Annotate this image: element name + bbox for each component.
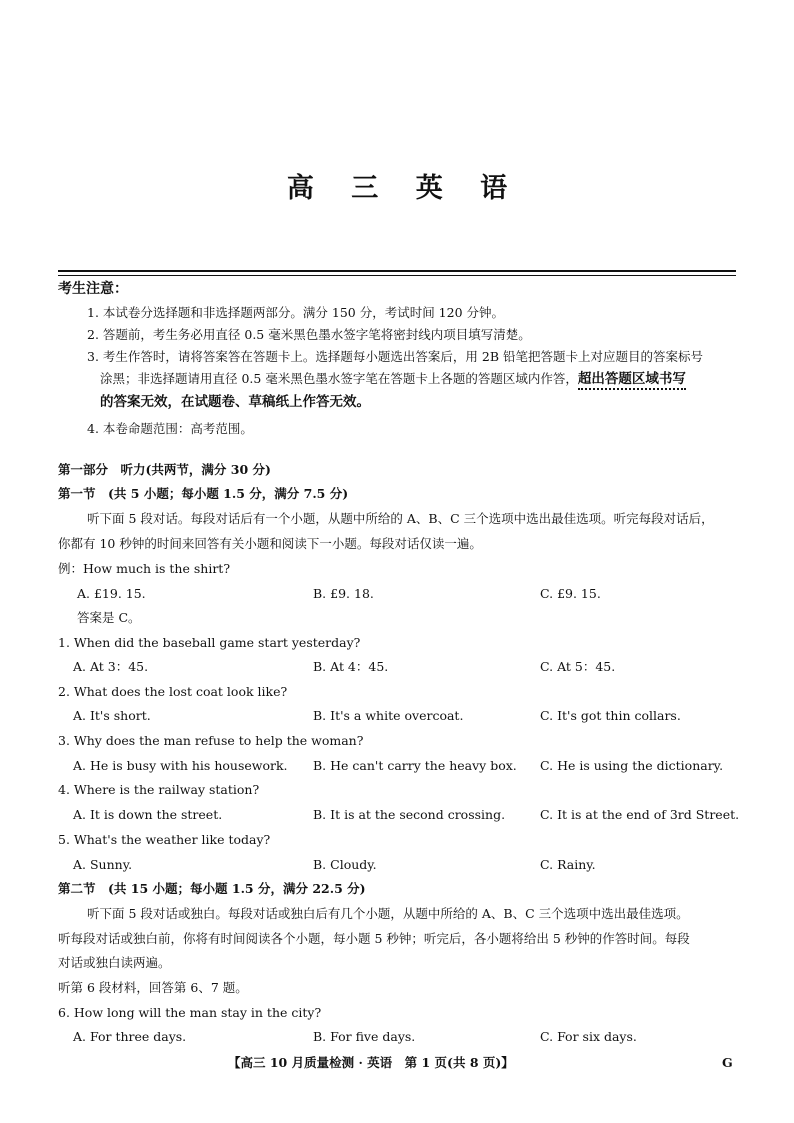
q1-option-a: A. At 3：45.: [73, 659, 149, 674]
q5-option-c: C. Rainy.: [540, 857, 596, 872]
notice-item-3: 3. 考生作答时，请将答案答在答题卡上。选择题每小题选出答案后，用 2B 铅笔把答题卡上对应题目的答案标号: [87, 349, 703, 364]
notice-item-4: 4. 本卷命题范围：高考范围。: [87, 421, 253, 436]
section2-heading: 第二节 (共 15 小题；每小题 1.5 分，满分 22.5 分): [58, 881, 366, 896]
notice-heading: 考生注意：: [58, 281, 128, 297]
q3-option-b: B. He can't carry the heavy box.: [313, 758, 517, 773]
notice-item-2: 2. 答题前，考生务必用直径 0.5 毫米黑色墨水签字笔将密封线内项目填写清楚。: [87, 327, 531, 342]
q2-option-b: B. It's a white overcoat.: [313, 708, 464, 723]
section1-instruction-line1: 听下面 5 段对话。每段对话后有一个小题，从题中所给的 A、B、C 三个选项中选出最佳选项。听完每段对话后，: [87, 511, 714, 526]
example-option-a: A. £19. 15.: [77, 586, 146, 601]
example-answer: 答案是 C。: [77, 610, 141, 625]
notice-item-3-line3: 的答案无效，在试题卷、草稿纸上作答无效。: [100, 394, 370, 410]
q1-option-c: C. At 5：45.: [540, 659, 616, 674]
q5-option-a: A. Sunny.: [73, 857, 133, 872]
section1-instruction-line2: 你都有 10 秒钟的时间来回答有关小题和阅读下一小题。每段对话仅读一遍。: [58, 536, 482, 551]
question-6: 6. How long will the man stay in the city?: [58, 1005, 322, 1020]
section1-heading: 第一节 (共 5 小题；每小题 1.5 分，满分 7.5 分): [58, 486, 349, 501]
page-footer: 【高三 10 月质量检测 · 英语 第 1 页(共 8 页)】: [228, 1055, 514, 1070]
example-option-b: B. £9. 18.: [313, 586, 374, 601]
section2-instruction-line3: 对话或独白读两遍。: [58, 955, 171, 970]
header-rule-thick: [58, 270, 736, 272]
example-option-c: C. £9. 15.: [540, 586, 601, 601]
q6-option-c: C. For six days.: [540, 1029, 637, 1044]
question-3: 3. Why does the man refuse to help the woman?: [58, 733, 364, 748]
paper-code: G: [722, 1055, 733, 1070]
material-note: 听第 6 段材料，回答第 6、7 题。: [58, 980, 248, 995]
q2-option-c: C. It's got thin collars.: [540, 708, 681, 723]
q4-option-a: A. It is down the street.: [73, 807, 223, 822]
notice-item-3-text: 涂黑；非选择题请用直径 0.5 毫米黑色墨水签字笔在答题卡上各题的答题区域内作答，: [100, 371, 578, 386]
q3-option-a: A. He is busy with his housework.: [73, 758, 288, 773]
q5-option-b: B. Cloudy.: [313, 857, 377, 872]
q4-option-c: C. It is at the end of 3rd Street.: [540, 807, 740, 822]
q6-option-b: B. For five days.: [313, 1029, 416, 1044]
question-2: 2. What does the lost coat look like?: [58, 684, 288, 699]
section2-instruction-line2: 听每段对话或独白前，你将有时间阅读各个小题，每小题 5 秒钟；听完后，各小题将给出 5 秒钟的作答时间。每段: [58, 931, 690, 946]
question-4: 4. Where is the railway station?: [58, 782, 260, 797]
section2-instruction-line1: 听下面 5 段对话或独白。每段对话或独白后有几个小题，从题中所给的 A、B、C 三个选项中选出最佳选项。: [87, 906, 689, 921]
notice-item-3-emphasis: 超出答题区域书写: [578, 371, 686, 390]
q4-option-b: B. It is at the second crossing.: [313, 807, 506, 822]
q1-option-b: B. At 4：45.: [313, 659, 389, 674]
question-1: 1. When did the baseball game start yesterday?: [58, 635, 361, 650]
q3-option-c: C. He is using the dictionary.: [540, 758, 724, 773]
header-rule-thin: [58, 275, 736, 276]
part1-heading: 第一部分 听力(共两节，满分 30 分): [58, 462, 271, 477]
page-title: 高 三 英 语: [286, 173, 522, 204]
question-5: 5. What's the weather like today?: [58, 832, 271, 847]
notice-item-1: 1. 本试卷分选择题和非选择题两部分。满分 150 分，考试时间 120 分钟。: [87, 305, 505, 320]
q6-option-a: A. For three days.: [73, 1029, 187, 1044]
q2-option-a: A. It's short.: [73, 708, 151, 723]
notice-item-3-line2: [100, 371, 686, 387]
example-question: 例：How much is the shirt?: [58, 561, 231, 576]
